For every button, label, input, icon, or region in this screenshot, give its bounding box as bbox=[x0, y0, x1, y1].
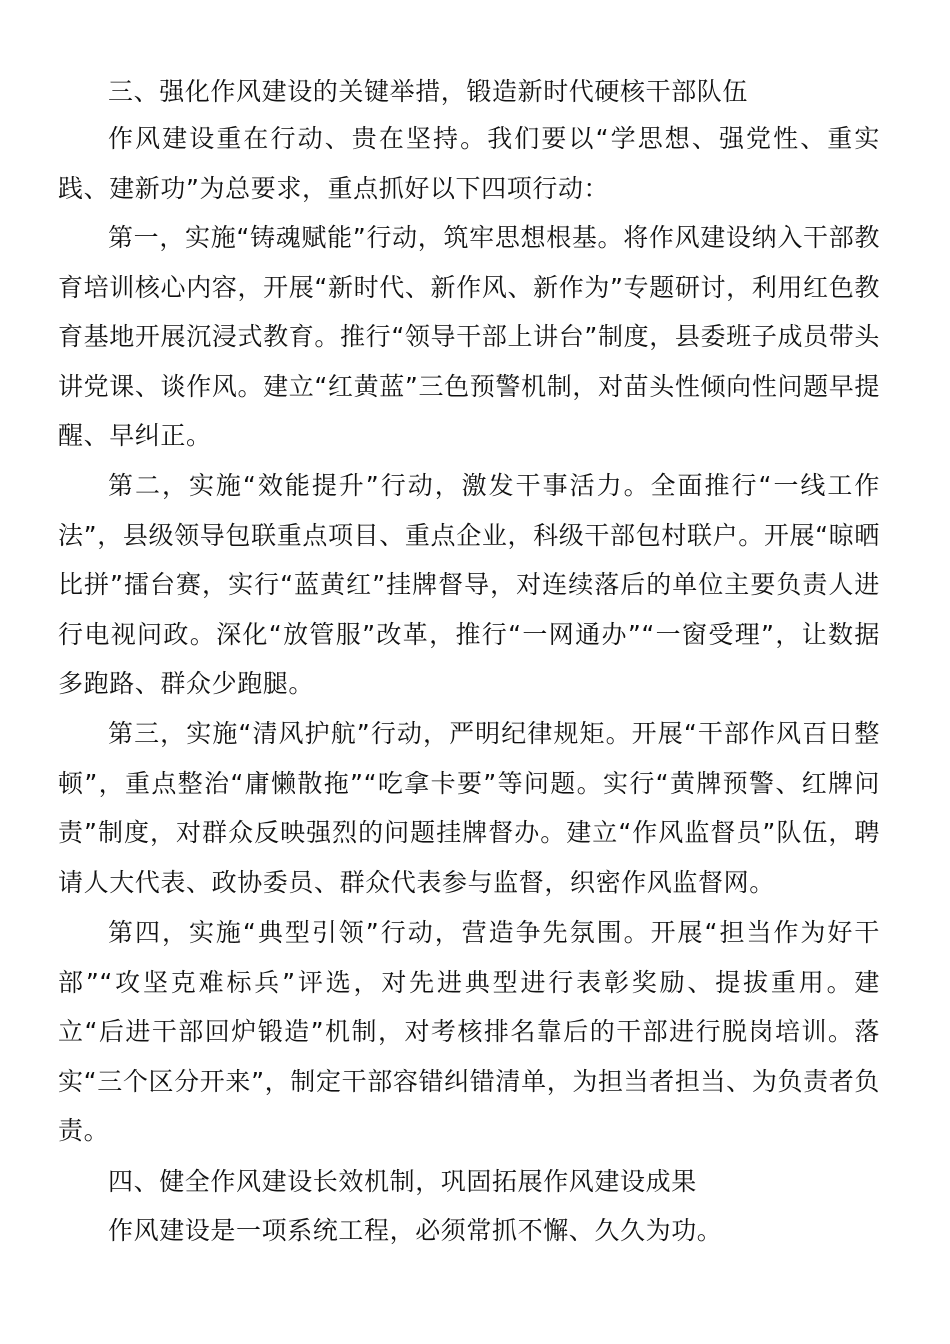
action-4-text: 第四，实施“典型引领”行动，营造争先氛围。开展“担当作为好干部”“攻坚克难标兵”评选，对先进典型进行表彰奖励、提拔重用。建立“后进干部回炉锻造”机制，对考核排名靠后的干部进行脱岗培训。落实“三个区分开来”，制定干部容错纠错清单，为担当者担当、为负责者负责。 bbox=[58, 918, 880, 1146]
section-3-intro-text: 作风建设重在行动、贵在坚持。我们要以“学思想、强党性、重实践、建新功”为总要求，重点抓好以下四项行动： bbox=[58, 124, 880, 203]
section-4-intro-text: 作风建设是一项系统工程，必须常抓不懈、久久为功。 bbox=[108, 1216, 723, 1245]
section-4-heading: 四、健全作风建设长效机制，巩固拓展作风建设成果 bbox=[108, 1167, 697, 1196]
action-2-text: 第二，实施“效能提升”行动，激发干事活力。全面推行“一线工作法”，县级领导包联重点项目、重点企业，科级干部包村联户。开展“晾晒比拼”擂台赛，实行“蓝黄红”挂牌督导，对连续落后的单位主要负责人进行电视问政。深化“放管服”改革，推行“一网通办”“一窗受理”，让数据多跑路、群众少跑腿。 bbox=[58, 471, 880, 699]
action-1-text: 第一，实施“铸魂赋能”行动，筑牢思想根基。将作风建设纳入干部教育培训核心内容，开展“新时代、新作风、新作为”专题研讨，利用红色教育基地开展沉浸式教育。推行“领导干部上讲台”制度，县委班子成员带头讲党课、谈作风。建立“红黄蓝”三色预警机制，对苗头性倾向性问题早提醒、早纠正。 bbox=[58, 223, 880, 451]
section-3-heading: 三、强化作风建设的关键举措，锻造新时代硬核干部队伍 bbox=[108, 77, 749, 106]
action-1-paragraph bbox=[58, 213, 880, 461]
action-4-paragraph bbox=[58, 908, 880, 1156]
action-2-paragraph bbox=[58, 461, 880, 709]
action-3-text: 第三，实施“清风护航”行动，严明纪律规矩。开展“干部作风百日整顿”，重点整治“庸懒散拖”“吃拿卡要”等问题。实行“黄牌预警、红牌问责”制度，对群众反映强烈的问题挂牌督办。建立“作风监督员”队伍，聘请人大代表、政协委员、群众代表参与监督，织密作风监督网。 bbox=[58, 719, 880, 897]
section-3-intro-paragraph bbox=[58, 114, 880, 213]
action-3-paragraph bbox=[58, 709, 880, 907]
